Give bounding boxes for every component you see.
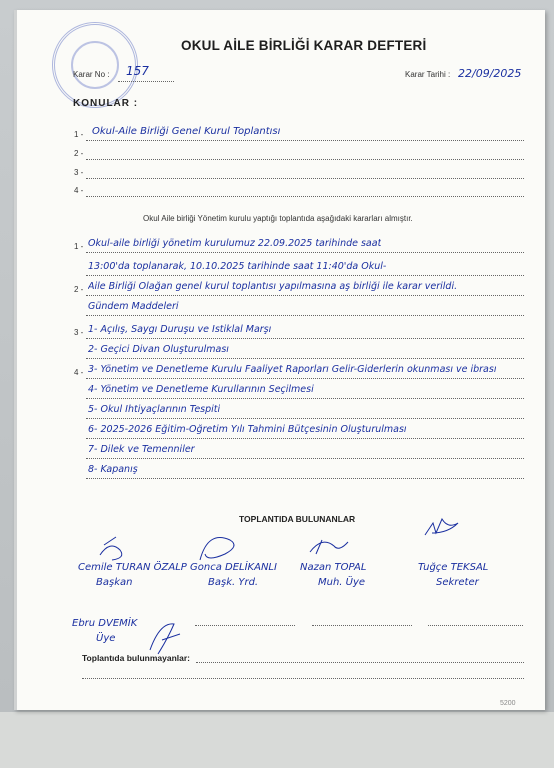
attendees-heading: TOPLANTIDA BULUNANLAR bbox=[239, 514, 356, 524]
absent-label: Toplantıda bulunmayanlar: bbox=[82, 653, 190, 663]
attendee-role: Sekreter bbox=[436, 577, 479, 588]
konu-number: 4 - bbox=[74, 186, 84, 195]
empty-sign-line bbox=[312, 625, 412, 626]
decision-number: 4 - bbox=[74, 368, 84, 377]
decisions-intro: Okul Aile birliği Yönetim kurulu yaptığı toplantıda aşağıdaki kararları almıştır. bbox=[143, 214, 413, 223]
attendee-name: Gonca DELİKANLI bbox=[190, 562, 277, 573]
konu-number: 1 - bbox=[74, 130, 84, 139]
attendee-name: Tuğçe TEKSAL bbox=[418, 562, 489, 573]
attendee-role: Muh. Üye bbox=[318, 577, 366, 588]
empty-sign-line bbox=[428, 625, 523, 626]
empty-sign-line bbox=[195, 625, 295, 626]
konular-heading: KONULAR : bbox=[73, 98, 139, 109]
attendee-name: Ebru DVEMİK bbox=[72, 618, 138, 629]
attendee-name: Cemile TURAN ÖZALP bbox=[78, 562, 187, 573]
decision-number: 2 - bbox=[74, 285, 84, 294]
attendee-role: Başkan bbox=[96, 577, 133, 588]
decision-text: Okul-aile birliği yönetim kurulumuz 22.09.2025 tarihinde saat bbox=[88, 238, 382, 249]
attendee-name: Nazan TOPAL bbox=[300, 562, 367, 573]
karar-no-value: 157 bbox=[126, 64, 149, 78]
decision-text: 7- Dilek ve Temenniler bbox=[88, 444, 195, 455]
decision-text: 4- Yönetim ve Denetleme Kurullarının Seçilmesi bbox=[88, 384, 314, 395]
decision-number: 3 - bbox=[74, 328, 84, 337]
decision-text: 5- Okul İhtiyaçlarının Tespiti bbox=[88, 404, 221, 415]
karar-no-label: Karar No : bbox=[73, 70, 110, 79]
konu-number: 2 - bbox=[74, 149, 84, 158]
page-title: OKUL AİLE BİRLİĞİ KARAR DEFTERİ bbox=[181, 38, 427, 53]
attendee-role: Başk. Yrd. bbox=[208, 577, 259, 588]
decision-text: 1- Açılış, Saygı Duruşu ve İstiklal Marşı bbox=[88, 324, 272, 335]
decision-text: 13:00'da toplanarak, 10.10.2025 tarihinde saat 11:40'da Okul- bbox=[88, 261, 387, 272]
decision-number: 1 - bbox=[74, 242, 84, 251]
attendee-role: Üye bbox=[96, 633, 116, 644]
decision-text: 8- Kapanış bbox=[88, 464, 138, 475]
karar-tarihi-value: 22/09/2025 bbox=[458, 67, 522, 80]
decision-text: 6- 2025-2026 Eğitim-Öğretim Yılı Tahmini Bütçesinin Oluşturulması bbox=[88, 424, 407, 435]
absent-line bbox=[196, 662, 524, 663]
decision-text: 3- Yönetim ve Denetleme Kurulu Faaliyet Raporları Gelir-Giderlerin okunması ve ibrası bbox=[88, 364, 497, 375]
decision-text: Aile Birliği Olağan genel kurul toplantısı yapılmasına aş birliği ile karar verildi. bbox=[88, 281, 458, 292]
karar-tarihi-label: Karar Tarihi : bbox=[405, 70, 451, 79]
absent-line bbox=[82, 678, 524, 679]
decision-text: Gündem Maddeleri bbox=[88, 301, 179, 312]
konu-text: Okul-Aile Birliği Genel Kurul Toplantısı bbox=[92, 126, 281, 137]
decision-text: 2- Geçici Divan Oluşturulması bbox=[88, 344, 229, 355]
page-corner-mark: 5200 bbox=[500, 700, 516, 707]
konu-number: 3 - bbox=[74, 168, 84, 177]
